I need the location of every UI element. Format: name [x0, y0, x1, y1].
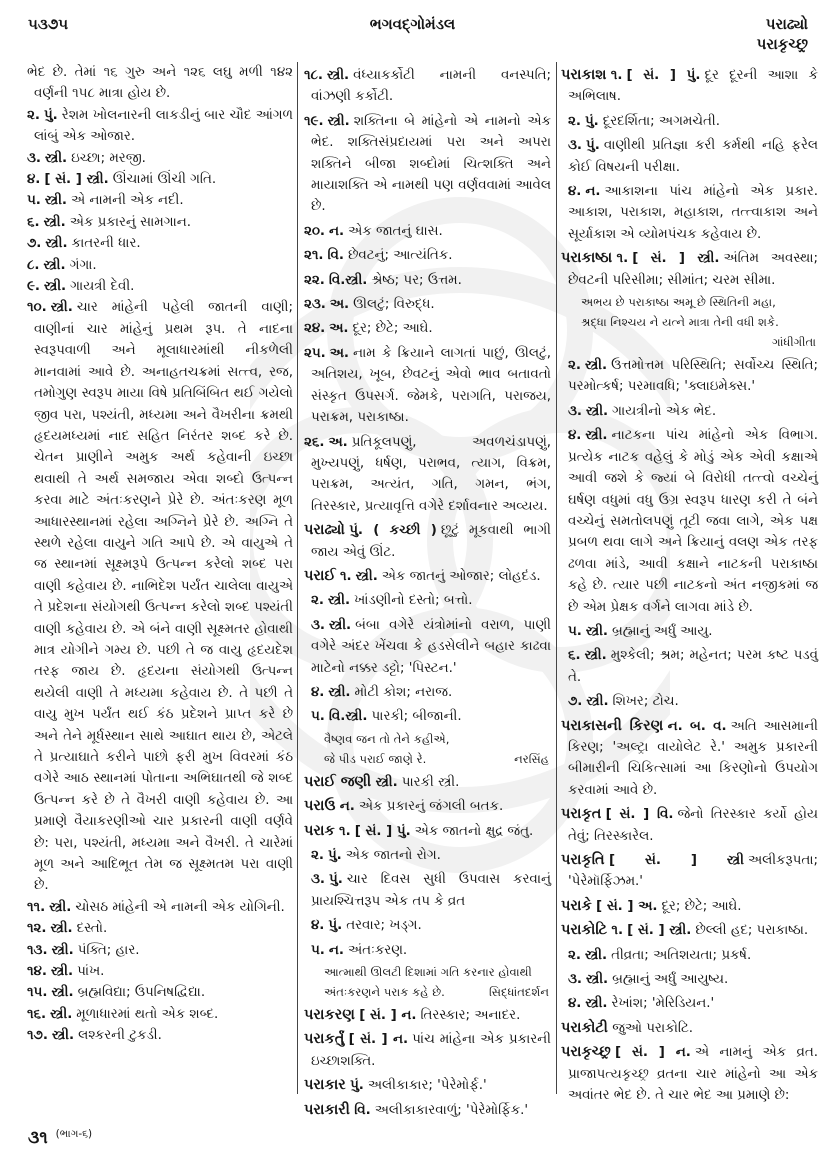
sense-number: ૪. [568, 428, 582, 444]
sense-entry [304, 343, 551, 429]
grammar-label: ન. [339, 799, 355, 815]
headword: પરાઈ જણી [304, 773, 372, 790]
definition-text: પ્રતિકૂલપણું, અવળચંડાપણું, મુખ્યપણું, ધર્ષણ, પરાભવ, ત્યાગ, વિક્રમ, પરાક્રમ, અત્યંત, ગતિ, ગમન, ભંગ, તિરસ્કાર, પ્રત્યાવૃત્તિ વગેરે દર્શાવનાર અવ્યય. [311, 434, 551, 514]
sense-number: ૩. [311, 872, 326, 888]
headword: પરાકૃત [561, 806, 602, 823]
grammar-label: અ. [329, 345, 349, 361]
sense-number: ૨. [27, 107, 40, 123]
sense-entry [27, 255, 293, 276]
column-right [561, 62, 818, 1106]
definition-text: ભેદ છે. તેમાં ૧૬ ગુરુ અને ૧૨૬ લઘુ મળી ૧૪૨ વર્ણની ૧૫૮ માત્રા હોય છે. [27, 65, 293, 102]
headword-entry [304, 1005, 551, 1026]
column-middle [304, 62, 551, 1121]
page-footer [28, 1128, 92, 1148]
sense-number: ૨. [311, 848, 324, 863]
definition-text: ઇચ્છા; મરજી. [71, 150, 146, 166]
definition-text: લશ્કરની ટુકડી. [78, 1028, 162, 1044]
definition-text: નામ કે ક્રિયાને લાગતાં પાછું, ઊલટું, અતિશય, ખૂબ, છેવટનું એવો ભાવ બતાવતો સંસ્કૃત ઉપસર્ગ. જેમકે, પરાગતિ, પરાજય, પરાક્રમ, પરાકાષ્ઠા. [311, 345, 551, 426]
grammar-label: સ્ત્રી. [45, 150, 68, 166]
headword: પરાકે [561, 897, 592, 914]
definition-text: મૂળાધારમાં થતો એક શબ્દ. [76, 1006, 219, 1022]
grammar-label: ન. [585, 184, 601, 200]
headword: પરાકર્તું [304, 1031, 345, 1048]
definition-text: રેખાંશ; 'મેરિડિયન.' [611, 996, 715, 1012]
definition-text: વંધ્યાકર્કોટી નામની વનસ્પતિ; વાંઝણી કર્કોટી. [311, 68, 551, 105]
sense-entry [27, 148, 293, 169]
sense-number: ૬. [568, 648, 581, 664]
grammar-label: સ્ત્રી. [43, 214, 66, 230]
sense-number: ૫. [311, 709, 325, 725]
sense-entry [27, 918, 293, 939]
quote-source: નરસિંહ [514, 751, 549, 766]
grammar-label: પું. [43, 107, 58, 123]
sense-number: ૩. [568, 138, 583, 154]
grammar-label: સ્ત્રી. [43, 257, 66, 273]
headword-entry [304, 520, 551, 563]
grammar-label: સ્ત્રી. [586, 972, 609, 988]
citation-quote [304, 962, 551, 1002]
sense-number: ૩. [27, 150, 42, 166]
definition-text: એક પ્રકારનું સામગાન. [69, 214, 192, 230]
sense-number: ૧. [340, 568, 352, 584]
definition-text: ગંગા. [69, 257, 97, 273]
definition-text: બ્રહ્માનું અર્ધું આયુ. [612, 623, 713, 639]
grammar-label: [ સં. ] વિ. [605, 807, 674, 823]
definition-text: ચાર માંહેની પહેલી જાતની વાણી; વાણીનાં ચાર માંહેનું પ્રથમ રૂપ. તે નાદના સ્વરૂપવાળી અને મૂલાધારમાંથી નીકળેલી માનવામાં આવે છે. અનાહતચક્રમાં સત્ત્વ, રજ, તમોગુણ સ્વરૂપ માયા વિષે પ્રતિબિંબિત થઈ ગયેલો જીવ પરા, પશ્યંતી, મધ્યમા અને વૈખરીના ક્રમથી હૃદયમધ્યમાં નાદ સહિત નિરંતર શબ્દ કરે છે. ચેતન પ્રાણીને અમુક અર્થ કહેવાની ઇચ્છા થવાથી તે અર્થ સમજાય એવા શબ્દો ઉત્પન્ન કરવા માટે અંતઃકરણને પ્રેરે છે. અંતઃકરણ મૂળ આધારસ્થાનમાં રહેલા અગ્નિને પ્રેરે છે. અગ્નિ તે સ્થળે રહેલા વાયુને ગતિ આપે છે. એ વાયુએ તે જ સ્થાનમાં સૂક્ષ્મરૂપે ઉત્પન્ન કરેલો શબ્દ પરા વાણી કહેવાય છે. નાભિદેશ પર્યંત ચાલેલા વાયુએ તે પ્રદેશના સંયોગથી ઉત્પન્ન કરેલો શબ્દ પશ્યંતી વાણી કહેવાય છે. એ બંને વાણી સૂક્ષ્મતર હોવાથી માત્ર યોગીને ગમ્ય છે. પછી તે જ વાયુ હૃદયદેશ તરફ જાય છે. હૃદયના સંયોગથી ઉત્પન્ન થયેલી વાણી તે મધ્યમા કહેવાય છે. તે પછી તે વાયુ મુખ પર્યંત થઈ કંઠ પ્રદેશને પ્રાપ્ત કરે છે અને તેને મૂર્ધસ્થાન સાથે આઘાત થાય છે, એટલે તે પ્રત્યાઘાતે કરીને પાછો ફરી મુખ વિવરમાં કંઠ વગેરે આઠ સ્થાનમાં પોતાના અભિઘાતથી જે શબ્દ ઉત્પન્ન કરે છે તે વૈખરી વાણી કહેવાય છે. આ પ્રમાણે વૈયાકરણીઓ ચાર પ્રકારની વાણી વર્ણવે છે: પરા, પશ્યંતી, મધ્યમા અને વૈખરી. તે ચારેમાં મૂળ અને આદિભૂત તેમ જ સૂક્ષ્મતમ પરા વાણી છે. [34, 300, 293, 894]
sense-number: ૧૯. [304, 113, 324, 129]
sense-number: ૯. [27, 279, 41, 295]
headword-entry [561, 850, 818, 893]
headword: પરાકોટી [561, 1019, 608, 1036]
grammar-label: સ્ત્રી. [586, 694, 609, 710]
sense-entry [561, 401, 818, 422]
grammar-label: વિ.સ્ત્રી. [328, 272, 368, 288]
grammar-label: પું. ( કચ્છી ) [349, 523, 437, 539]
sense-number: ૩. [568, 972, 583, 988]
definition-text: પાંચ માંહેના એક પ્રકારની ઇચ્છાશક્તિ. [311, 1032, 551, 1069]
citation-quote [304, 729, 551, 769]
sense-number: ૨૦. [304, 223, 326, 239]
grammar-label: [ સં. ] સ્ત્રી [608, 853, 744, 868]
sense-number: ૨૩. [304, 297, 326, 313]
quote-line: જે પીડ પરાઈ જાણે રે. [324, 751, 427, 766]
sense-number: ૪. [311, 684, 325, 700]
sense-number: ૪. [27, 172, 41, 188]
grammar-label: ન. [328, 942, 344, 958]
headword-entry [561, 920, 818, 941]
sense-entry [304, 915, 551, 936]
headword: પરાકાશ [561, 67, 607, 83]
sheet-number: ૩૧ [28, 1128, 48, 1148]
definition-text: દૂર; છેટે; આઘે. [661, 898, 742, 914]
sense-number: ૧૦. [27, 300, 47, 316]
quote-line-last [324, 749, 551, 769]
sense-entry [27, 297, 293, 896]
headword: પરાકોટિ [561, 922, 608, 939]
definition-text: રેશમ ખોલનારની લાકડીનું બાર ચૌદ આંગળ લાંબું એક ઓજાર. [34, 107, 293, 145]
grammar-label: વિ.સ્ત્રી. [328, 709, 368, 725]
sense-number: ૨૨. [304, 272, 325, 288]
definition-text: તરવાર; ખડ્ગ. [346, 918, 422, 934]
definition-text: અતિ આસમાની કિરણ; 'અલ્ટ્રા વાયોલેટ રે.' અમુક પ્રકારની બીમારીની ચિકિત્સામાં આ કિરણોનો ઉપયોગ કરવામાં આવે છે. [568, 718, 818, 798]
sense-entry [304, 111, 551, 218]
grammar-label: ન. [329, 223, 345, 239]
sense-number: ૩. [311, 617, 326, 633]
sense-number: ૧. [616, 251, 629, 267]
definition-text: અલીકરૂપતા; 'પેરેમૉર્ફિઝમ.' [568, 853, 818, 890]
definition-text: ચાર દિવસ સુધી ઉપવાસ કરવાનું પ્રાયશ્ચિત્તરૂપ એક તપ કે વ્રત [311, 872, 551, 909]
grammar-label: વિ. [327, 248, 344, 264]
sense-entry [561, 969, 818, 990]
sense-entry [27, 940, 293, 961]
headword: પરાઉ [304, 798, 336, 815]
grammar-label: સ્ત્રી. [329, 617, 352, 633]
sense-number: ૧૮. [304, 68, 324, 83]
sense-entry [27, 897, 293, 918]
headword-entry [304, 821, 551, 842]
sense-number: ૧૬. [27, 1006, 47, 1022]
sense-entry [27, 982, 293, 1003]
sense-number: ૨૪. [304, 321, 326, 337]
definition-text: બ્રહ્માનું અર્ધું આયુષ્ય. [612, 972, 729, 988]
definition-text: શ્રેષ્ઠ; પર; ઉત્તમ. [371, 272, 462, 288]
quote-line: અંતઃકરણને પરાક કહે છે. [324, 985, 445, 1000]
definition-text: ખાંડણીનો દસ્તો; બત્તો. [354, 593, 473, 609]
grammar-label: સ્ત્રી. [327, 113, 350, 129]
definition-text: અલીકાકારવાળું; 'પેરેમોર્ફિક.' [374, 1102, 529, 1118]
quote-line: અભય છે પરાકાષ્ઠા અમૂ છે સ્થિતિની મહા, [581, 295, 776, 310]
grammar-label: સ્ત્રી. [585, 428, 608, 444]
sense-entry [304, 294, 551, 315]
sense-entry [304, 245, 551, 266]
sense-entry [561, 181, 818, 245]
page-number: ૫૩૭૫ [28, 15, 69, 33]
definition-text: ઊલટું; વિરુદ્ધ. [353, 297, 435, 313]
sense-entry [561, 945, 818, 966]
quote-line: શ્રદ્ધા નિશ્ચય ને યત્ને માત્રા તેની વધી શકે. [581, 315, 779, 330]
continuation-text [27, 62, 293, 105]
headword-entry [561, 248, 818, 291]
sense-entry [27, 212, 293, 233]
sense-entry [304, 682, 551, 703]
sense-entry [27, 1025, 293, 1046]
definition-text: એક જાતનો ક્ષુદ્ર જંતુ. [414, 823, 534, 839]
definition-text: પારકી સ્ત્રી. [401, 774, 460, 790]
headword: પરાકારી [304, 1101, 350, 1118]
grammar-label: સ્ત્રી. [45, 236, 68, 252]
grammar-label: સ્ત્રી. [375, 774, 398, 790]
grammar-label: પું. [327, 848, 342, 863]
sense-entry [304, 940, 551, 961]
definition-text: વાણીથી પ્રતિજ્ઞા કરી કર્મથી નહિ ફરેલ કોઈ વિષયની પરીક્ષા. [568, 138, 818, 175]
sense-entry [304, 706, 551, 727]
sense-entry [304, 270, 551, 291]
definition-text: દૂરદર્શિતા; અગમચેતી. [602, 113, 720, 129]
definition-text: છૂટું મૂકવાથી ભાગી જાય એવું ઊંટ. [311, 523, 551, 560]
definition-text: આકાશના પાંચ માંહેનો એક પ્રકાર. આકાશ, પરાકાશ, મહાકાશ, તત્ત્વાકાશ અને સૂર્યાકાશ એ વ્યોમપંચક કહેવાય છે. [568, 184, 818, 242]
definition-text: દસ્તો. [76, 921, 108, 937]
quote-line: વૈષ્ણવ જન તો તેને કહીએ, [324, 731, 450, 746]
grammar-label: પું. [328, 918, 343, 934]
sense-number: ૪. [568, 184, 582, 200]
sense-number: ૫. [568, 623, 582, 639]
headword-entry [304, 772, 551, 793]
headword-entry [561, 804, 818, 847]
definition-text: પાંખ. [77, 964, 105, 980]
definition-text: એક જાતનું ઘાસ. [348, 223, 443, 239]
definition-text: તીવ્રતા; અતિશયતા; પ્રકર્ષ. [611, 947, 752, 963]
sense-number: ૫. [311, 942, 325, 958]
definition-text: ઊંચામાં ઊંચી ગતિ. [112, 172, 217, 188]
sense-entry [561, 135, 818, 178]
sense-number: ૪. [568, 996, 582, 1012]
headword-entry [561, 896, 818, 917]
volume-label: (ભાગ-૬) [55, 1128, 93, 1140]
column-left [27, 62, 293, 1047]
headword-entry [304, 566, 551, 587]
citation-quote [561, 292, 818, 352]
definition-text: નાટકના પાંચ માંહેનો એક વિભાગ. પ્રત્યેક નાટક વહેલું કે મોડું એક એવી કક્ષાએ આવી જશે કે જ્યાં બે વિરોધી તત્ત્વો વચ્ચેનું ઘર્ષણ વધુમાં વધુ ઉગ્ર સ્વરૂપ ધારણ કરી તે બંને વચ્ચેનું સમતોલપણું તૂટી જવા લાગે, એક પક્ષ પ્રબળ થવા લાગે અને ક્રિયાનું વલણ એક તરફ ઢળવા માંડે, આવી કક્ષાને નાટકની પરાકાષ્ઠા કહે છે. ત્યાર પછી નાટકનો અંત નજીકમાં જ છે એમ પ્રેક્ષક વર્ગને લાગવા માંડે છે. [568, 428, 818, 615]
grammar-label: [ સં. ] ન. [615, 1045, 691, 1061]
grammar-label: સ્ત્રી. [44, 279, 67, 295]
sense-number: ૧૪. [27, 964, 47, 980]
sense-number: ૨. [568, 358, 581, 374]
grammar-label: સ્ત્રી. [50, 921, 73, 937]
headword: પરાકૃચ્છ્ર [561, 1044, 611, 1061]
grammar-label: સ્ત્રી. [584, 947, 608, 963]
sense-entry [304, 65, 551, 108]
sense-entry [27, 233, 293, 254]
grammar-label: સ્ત્રી. [327, 68, 350, 83]
sense-entry [561, 111, 818, 132]
quote-line-last [324, 982, 551, 1002]
definition-text: દૂર; છેટે; આઘે. [352, 321, 433, 337]
sense-number: ૮. [27, 257, 40, 273]
sense-entry [304, 869, 551, 912]
definition-text: છેવટનું; આત્યંતિક. [348, 248, 453, 264]
definition-text: ઉત્તમોત્તમ પરિસ્થિતિ; સર્વોચ્ચ સ્થિતિ; પરમોત્કર્ષ; પરમાવધિ; 'ક્લાઇમેક્સ.' [568, 358, 818, 395]
sense-entry [304, 590, 551, 611]
sense-entry [304, 845, 551, 866]
headword-entry [561, 65, 818, 108]
grammar-label: અ. [329, 297, 350, 313]
headword: પરાક [304, 822, 335, 839]
headword-entry [304, 1075, 551, 1096]
definition-text: શિખર; ટોચ. [612, 694, 679, 710]
sense-entry [27, 961, 293, 982]
sense-number: ૬. [27, 214, 40, 230]
definition-text: તિરસ્કાર; અનાદર. [420, 1008, 521, 1024]
definition-text: એક જાતનો રોગ. [345, 848, 441, 863]
grammar-label: સ્ત્રી. [51, 1028, 75, 1044]
headword-entry [304, 796, 551, 817]
definition-text: અંતઃકરણ. [348, 942, 408, 958]
grammar-label: સ્ત્રી. [585, 996, 608, 1012]
sense-number: ૨૬. [304, 434, 325, 450]
headword-entry [561, 716, 818, 802]
headword: પરાઢ્યો [304, 522, 345, 539]
grammar-label: પું. [350, 1078, 364, 1094]
grammar-label: પું. [586, 138, 600, 154]
grammar-label: [ સં. ] સ્ત્રી. [632, 251, 720, 267]
grammar-label: [ સં. ] અ. [596, 898, 658, 914]
definition-text: મુશ્કેલી; શ્રમ; મહેનત; પરમ કષ્ટ પડવું તે. [568, 648, 818, 685]
grammar-label: સ્ત્રી. [50, 300, 73, 316]
grammar-label: સ્ત્રી. [586, 403, 609, 419]
sense-entry [561, 691, 818, 712]
grammar-label: સ્ત્રી. [585, 623, 609, 639]
sense-entry [304, 221, 551, 242]
sense-number: ૨. [568, 113, 581, 129]
sense-number: ૨૧. [304, 248, 324, 264]
sense-number: ૨. [311, 593, 324, 609]
sense-number: ૧. [610, 68, 623, 83]
guide-word-first: પરાઢ્યો [765, 15, 808, 33]
definition-text: અંતિમ અવસ્થા; છેવટની પરિસીમા; સીમાંત; ચરમ સીમા. [568, 251, 818, 288]
grammar-label: સ્ત્રી. [51, 985, 74, 1001]
grammar-label: અ. [328, 434, 348, 450]
column-divider [556, 62, 557, 1094]
headword: પરાકૃતિ [561, 852, 605, 868]
grammar-label: [ સં. ] ન. [359, 1008, 417, 1024]
sense-number: ૧. [611, 923, 624, 939]
sense-number: ૫. [27, 193, 41, 209]
definition-text: દૂર દૂરની આશા કે અભિલાષ. [568, 68, 819, 105]
quote-source: ગાંધીગીતા [772, 335, 816, 350]
grammar-label: [ સં. ] પું. [354, 823, 411, 839]
grammar-label: સ્ત્રી. [328, 684, 351, 700]
definition-text: ગાયત્રી દેવી. [70, 279, 135, 295]
grammar-label: [ સં. ] પું. [626, 68, 701, 83]
grammar-label: ન. બ. વ. [667, 718, 727, 734]
headword-entry [561, 1018, 818, 1039]
grammar-label: અ. [329, 321, 349, 337]
guide-words [757, 14, 808, 54]
definition-text: શક્તિના બે માંહેનો એ નામનો એક ભેદ. શક્તિસંપ્રદાયમાં પરા અને અપરા શક્તિને બીજા શબ્દોમાં ચિત્શક્તિ અને માયાશક્તિ એ નામથી પણ વર્ણવવામાં આવેલ છે. [311, 113, 551, 215]
headword: પરાકરણ [304, 1007, 355, 1024]
headword-entry [561, 1042, 818, 1106]
definition-text: કાતરની ધાર. [71, 236, 141, 252]
grammar-label: સ્ત્રી. [584, 648, 607, 664]
sense-number: ૧૩. [27, 942, 48, 958]
sense-entry [561, 425, 818, 618]
sense-entry [27, 1004, 293, 1025]
sense-entry [561, 993, 818, 1014]
grammar-label: પું. [584, 113, 599, 129]
definition-text: છેલ્લી હદ; પરાકાષ્ઠા. [695, 923, 809, 939]
definition-text: એ નામનું એક વ્રત. પ્રાજાપત્યકૃચ્છ્ર વ્રતના ચાર માંહેનો આ એક અવાંતર ભેદ છે. તે ચાર ભેદ આ પ્રમાણે છે: [568, 1045, 818, 1104]
definition-text: એ નામની એક નદી. [71, 193, 184, 209]
definition-text: એક જાતનું ઓજાર; લોહદંડ. [381, 568, 541, 584]
grammar-label: વિ. [354, 1102, 371, 1118]
cross-reference-text: જુઓ પરાકોટિ. [612, 1020, 693, 1036]
definition-text: જેનો તિરસ્કાર કર્યો હોય તેવું; તિરસ્કારેલ. [568, 807, 818, 844]
sense-number: ૧૭. [27, 1028, 48, 1044]
definition-text: અલીકાકાર; 'પેરેમોર્ફ.' [367, 1078, 487, 1094]
grammar-label: સ્ત્રી. [584, 358, 608, 374]
sense-entry [304, 318, 551, 339]
headword: પરાકાર [304, 1077, 346, 1094]
grammar-label: [ સં. ] ન. [348, 1032, 409, 1048]
headword: પરાઈ [304, 567, 336, 584]
sense-number: ૧૫. [27, 985, 48, 1001]
headword: પરાકાસની કિરણ [561, 717, 664, 734]
sense-number: ૧. [339, 823, 351, 839]
headword-entry [304, 1029, 551, 1072]
guide-word-last: પરાકૃચ્છ્ર [756, 35, 808, 53]
grammar-label: [ સં. ] સ્ત્રી. [44, 172, 109, 188]
sense-number: ૧૧. [27, 899, 46, 915]
sense-number: ૧૨. [27, 921, 47, 937]
definition-text: ગાયત્રીનો એક ભેદ. [612, 403, 717, 419]
sense-number: ૨૫. [304, 345, 326, 361]
sense-entry [561, 645, 818, 688]
definition-text: પંક્તિ; હાર. [77, 942, 140, 958]
definition-text: પારકી; બીજાની. [371, 709, 462, 725]
grammar-label: સ્ત્રી. [50, 964, 74, 980]
grammar-label: સ્ત્રી. [49, 899, 72, 915]
sense-entry [27, 190, 293, 211]
quote-line: આત્માથી ઊલટી દિશામાં ગતિ કરનાર હોવાથી [324, 965, 532, 980]
grammar-label: સ્ત્રી. [327, 593, 351, 609]
sense-entry [561, 355, 818, 398]
grammar-label: પું. [329, 872, 343, 888]
definition-text: મોટી કોશ; નરાજ. [354, 684, 453, 700]
sense-entry [304, 432, 551, 518]
sense-entry [27, 276, 293, 297]
definition-text: બંબા વગેરે યંત્રોમાંનો વરાળ, પાણી વગેરે અંદર ખેંચવા કે હડસેલીને બહાર કાઢવા માટેનો નક્કર ડટ્ટો; 'પિસ્ટન.' [311, 617, 551, 676]
column-divider [297, 62, 298, 1094]
definition-text: ચોસઠ માંહેની એ નામની એક યોગિની. [75, 899, 285, 915]
grammar-label: [ સં. ] સ્ત્રી. [627, 923, 692, 939]
sense-number: ૨. [568, 947, 581, 963]
grammar-label: સ્ત્રી. [50, 1006, 73, 1022]
quote-source: સિદ્ધાંતદર્શન [488, 985, 549, 1000]
definition-text: બ્રહ્મવિદ્યા; ઉપનિષદ્વિદ્યા. [77, 985, 206, 1001]
sense-number: ૭. [568, 694, 583, 710]
sense-number: ૪. [311, 918, 325, 934]
definition-text: એક પ્રકારનું જંગલી બતક. [358, 799, 504, 815]
sense-entry [561, 621, 818, 642]
sense-entry [27, 105, 293, 148]
grammar-label: સ્ત્રી. [355, 568, 378, 584]
headword-entry [304, 1100, 551, 1121]
headword: પરાકાષ્ઠા [561, 250, 613, 267]
sense-number: ૭. [27, 236, 42, 252]
sense-number: ૩. [568, 403, 583, 419]
grammar-label: સ્ત્રી. [44, 193, 68, 209]
grammar-label: સ્ત્રી. [51, 942, 74, 958]
book-title: ભગવદ્ગોમંડલ [369, 15, 456, 33]
sense-entry [27, 169, 293, 190]
sense-entry [304, 615, 551, 679]
